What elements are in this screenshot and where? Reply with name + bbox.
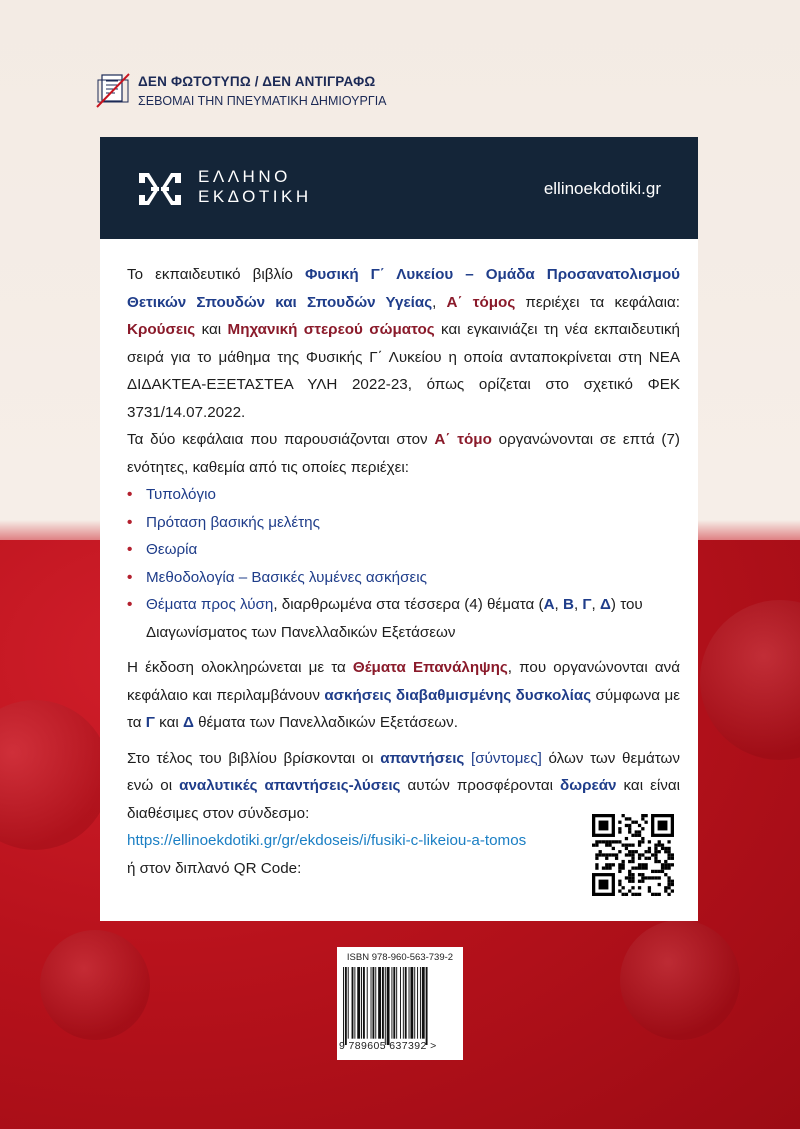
review-title: Θέματα Επανάληψης	[352, 659, 508, 676]
text: ,	[554, 596, 563, 613]
text: θέματα των Πανελλαδικών Εξετάσεων.	[193, 714, 458, 731]
publisher-logo-icon	[137, 171, 183, 207]
list-item-label: Πρόταση βασικής μελέτης	[146, 513, 320, 531]
barcode-image	[341, 967, 459, 1045]
ornament-ball	[620, 920, 740, 1040]
list-item-label: Θέματα προς λύση	[146, 596, 274, 613]
list-item	[127, 509, 680, 537]
book-title: Φυσική Γ΄ Λυκείου – Ομάδα Προσανατολισμού Θετικών Σπουδών και Σπουδών Υγείας	[127, 266, 681, 311]
review-paragraph	[127, 654, 680, 737]
text: ) του Διαγωνίσματος των Πανελλαδικών Εξετάσεων	[146, 596, 643, 641]
text: ,	[432, 293, 447, 311]
text: οργανώνονται σε επτά (7) ενότητες, καθεμία από τις οποίες περιέχει:	[127, 431, 680, 476]
contents-list	[127, 481, 680, 646]
chapter-2: Μηχανική στερεού σώματος	[227, 321, 435, 338]
topic-letter: Γ	[582, 596, 592, 613]
units-paragraph	[127, 426, 680, 481]
publisher-name-line-1: ΕΛΛΗΝΟ	[198, 167, 291, 186]
copyright-line-1: ΔΕΝ ΦΩΤΟΤΥΠΩ / ΔΕΝ ΑΝΤΙΓΡΑΦΩ	[138, 74, 376, 89]
barcode-digits: 9 789605 637392 >	[339, 1040, 437, 1052]
text: και εγκαινιάζει τη νέα εκπαιδευτική σειρά για το μάθημα της Φυσικής Γ΄ Λυκείου η οποία ανταποκρίνεται στη ΝΕΑ ΔΙΔΑΚΤΕΑ-ΕΞΕΤΑΣΤΕΑ ΥΛΗ 2022-23, όπως ορίζεται στο σχετικό ΦΕΚ 3731/14.07.2022.	[127, 321, 680, 421]
volume-label: Α΄ τόμο	[434, 431, 492, 448]
text: και	[154, 714, 183, 731]
publisher-name-line-2: ΕΚΔΟΤΙΚΗ	[198, 187, 312, 206]
text: σύμφωνα με τα	[127, 686, 680, 731]
list-item	[127, 564, 680, 592]
text: ,	[573, 596, 583, 613]
list-item-label: Μεθοδολογία – Βασικές λυμένες ασκήσεις	[146, 568, 427, 586]
answers-url-link[interactable]: https://ellinoekdotiki.gr/gr/ekdoseis/i/fusiki-c-likeiou-a-tomos	[127, 832, 527, 849]
list-item	[127, 481, 680, 509]
free-label: δωρεάν	[560, 777, 617, 794]
text: , διαρθρωμένα στα τέσσερα (4) θέματα (	[273, 596, 544, 613]
description-text	[127, 261, 680, 882]
isbn-label: ISBN 978-960-563-739-2	[346, 952, 454, 963]
text: , που οργανώνονται ανά κεφάλαιο και περιλαμβάνουν	[127, 659, 680, 704]
text: Στο τέλος του βιβλίου βρίσκονται οι	[127, 749, 381, 767]
topic-letter: Γ	[145, 714, 155, 731]
copyright-line-2: ΣΕΒΟΜΑΙ ΤΗΝ ΠΝΕΥΜΑΤΙΚΗ ΔΗΜΙΟΥΡΓΙΑ	[138, 94, 387, 108]
volume-label: Α΄ τόμος	[446, 293, 516, 311]
text: ή στον διπλανό QR Code:	[127, 859, 302, 877]
publisher-website[interactable]: ellinoekdotiki.gr	[543, 179, 661, 198]
publisher-name	[198, 167, 312, 207]
barcode-box	[337, 947, 463, 1060]
analytic-label: αναλυτικές απαντήσεις-λύσεις	[179, 777, 401, 794]
topic-letter: Α	[543, 596, 555, 613]
text: και είναι διαθέσιμες στον σύνδεσμο:	[127, 777, 680, 822]
answers-label: απαντήσεις	[380, 749, 465, 767]
text	[464, 750, 471, 767]
list-item	[127, 591, 680, 646]
text: Η έκδοση ολοκληρώνεται με τα	[127, 659, 353, 676]
qr-code-image[interactable]	[592, 814, 674, 896]
topic-letter: Δ	[600, 596, 611, 613]
text: και	[195, 321, 228, 338]
topic-letter: Β	[562, 596, 574, 613]
text: όλων των θεμάτων ενώ οι	[127, 749, 680, 794]
list-item-label: Τυπολόγιο	[146, 486, 216, 503]
exercises-label: ασκήσεις διαβαθμισμένης δυσκολίας	[324, 686, 592, 704]
intro-paragraph	[127, 261, 680, 426]
text: ,	[591, 596, 600, 613]
text: Τα δύο κεφάλαια που παρουσιάζονται στον	[127, 431, 435, 448]
ornament-ball	[40, 930, 150, 1040]
no-copy-icon	[96, 72, 130, 110]
text: Το εκπαιδευτικό βιβλίο	[127, 266, 305, 283]
publisher-header	[100, 137, 698, 239]
text: περιέχει τα κεφάλαια:	[515, 293, 680, 311]
brief-label: [σύντομες]	[471, 749, 542, 767]
chapter-1: Κρούσεις	[127, 321, 196, 338]
list-item	[127, 536, 680, 564]
topic-letter: Δ	[182, 714, 194, 731]
content-card	[100, 137, 698, 921]
text: αυτών προσφέρονται	[400, 777, 561, 794]
list-item-label: Θεωρία	[146, 541, 198, 558]
